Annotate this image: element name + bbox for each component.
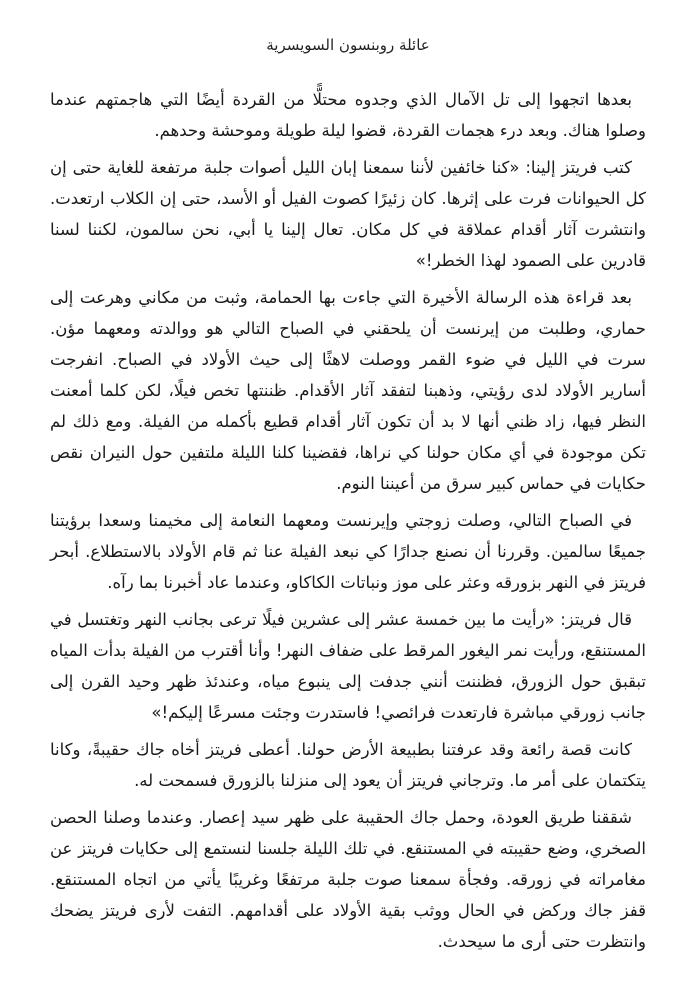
running-header: عائلة روبنسون السويسرية xyxy=(266,36,430,54)
paragraph-1: بعدها اتجهوا إلى تل الآمال الذي وجدوه محتلًّا من القردة أيضًا التي هاجمتهم عندما وصلوا هناك. وبعد درء هجمات القردة، قضوا ليلة طويلة وموحشة وحدهم. xyxy=(50,90,646,140)
paragraph-2: كتب فريتز إلينا: «كنا خائفين لأننا سمعنا إبان الليل أصوات جلبة مرتفعة للغاية حتى إن كل الحيوانات فرت على إثرها. كان زئيرًا كصوت الفيل أو الأسد، حتى إن الكلاب ارتعدت. وانتشرت آثار أقدام عملاقة في كل مكان. تعال إلينا يا أبي، نحن سالمون، لكننا لسنا قادرين على الصمود لهذا الخطر!» xyxy=(50,158,646,270)
paragraph-5: قال فريتز: «رأيت ما بين خمسة عشر إلى عشرين فيلًا ترعى بجانب النهر وتغتسل في المستنقع، ورأيت نمر اليغور المرقط على ضفاف النهر! وأنا أقترب من الفيلة بدأت المياه تبقبق حول الزورق، فظننت أنني جدفت إلى ينبوع مياه، وعندئذ ظهر وحيد القرن إلى جانب زورقي مباشرة فارتعدت فرائصي! فاستدرت وجئت مسرعًا إليكم!» xyxy=(50,610,646,722)
paragraph-6: كانت قصة رائعة وقد عرفتنا بطبيعة الأرض حولنا. أعطى فريتز أخاه جاك حقيبةً، وكانا يتكتمان على أمر ما. وترجاني فريتز أن يعود إلى منزلنا بالزورق فسمحت له. xyxy=(50,740,646,790)
paragraph-3: بعد قراءة هذه الرسالة الأخيرة التي جاءت بها الحمامة، وثبت من مكاني وهرعت إلى حماري، وطلبت من إيرنست أن يلحقني في الصباح التالي هو ووالدته ومعهما مؤن. سرت في الليل في ضوء القمر ووصلت لاهثًا إلى حيث الأولاد في الصباح. انفرجت أسارير الأولاد لدى رؤيتي، وذهبنا لتفقد آثار الأقدام. ظننتها تخص فيلًا، لكن كلما أمعنت النظر فيها، زاد ظني أنها لا بد أن تكون آثار أقدام قطيع بأكمله من الفيلة. ومع ذلك لم تكن موجودة في أي مكان حولنا كي نراها، فقضينا كلنا الليلة ملتفين حول النيران نقص حكايات في حماس كبير سرق من أعيننا النوم. xyxy=(50,288,646,493)
paragraph-7: شققنا طريق العودة، وحمل جاك الحقيبة على ظهر سيد إعصار. وعندما وصلنا الحصن الصخري، وضع حقيبته في المستنقع. في تلك الليلة جلسنا لنستمع إلى حكايات فريتز عن مغامراته في زورقه. وفجأة سمعنا صوت جلبة مرتفعًا وغريبًا يأتي من اتجاه المستنقع. قفز جاك وركض في الحال ووثب بقية الأولاد على أقدامهم. التفت لأرى فريتز يضحك وانتظرت حتى أرى ما سيحدث. xyxy=(50,808,646,951)
paragraph-4: في الصباح التالي، وصلت زوجتي وإيرنست ومعهما النعامة إلى مخيمنا وسعدا برؤيتنا جميعًا سالمين. وقررنا أن نصنع جدارًا كي نبعد الفيلة عنا ثم قام الأولاد بالاستطلاع. أبحر فريتز في النهر بزورقه وعثر على موز ونباتات الكاكاو، وعندما عاد أخبرنا بما رآه. xyxy=(50,511,646,592)
